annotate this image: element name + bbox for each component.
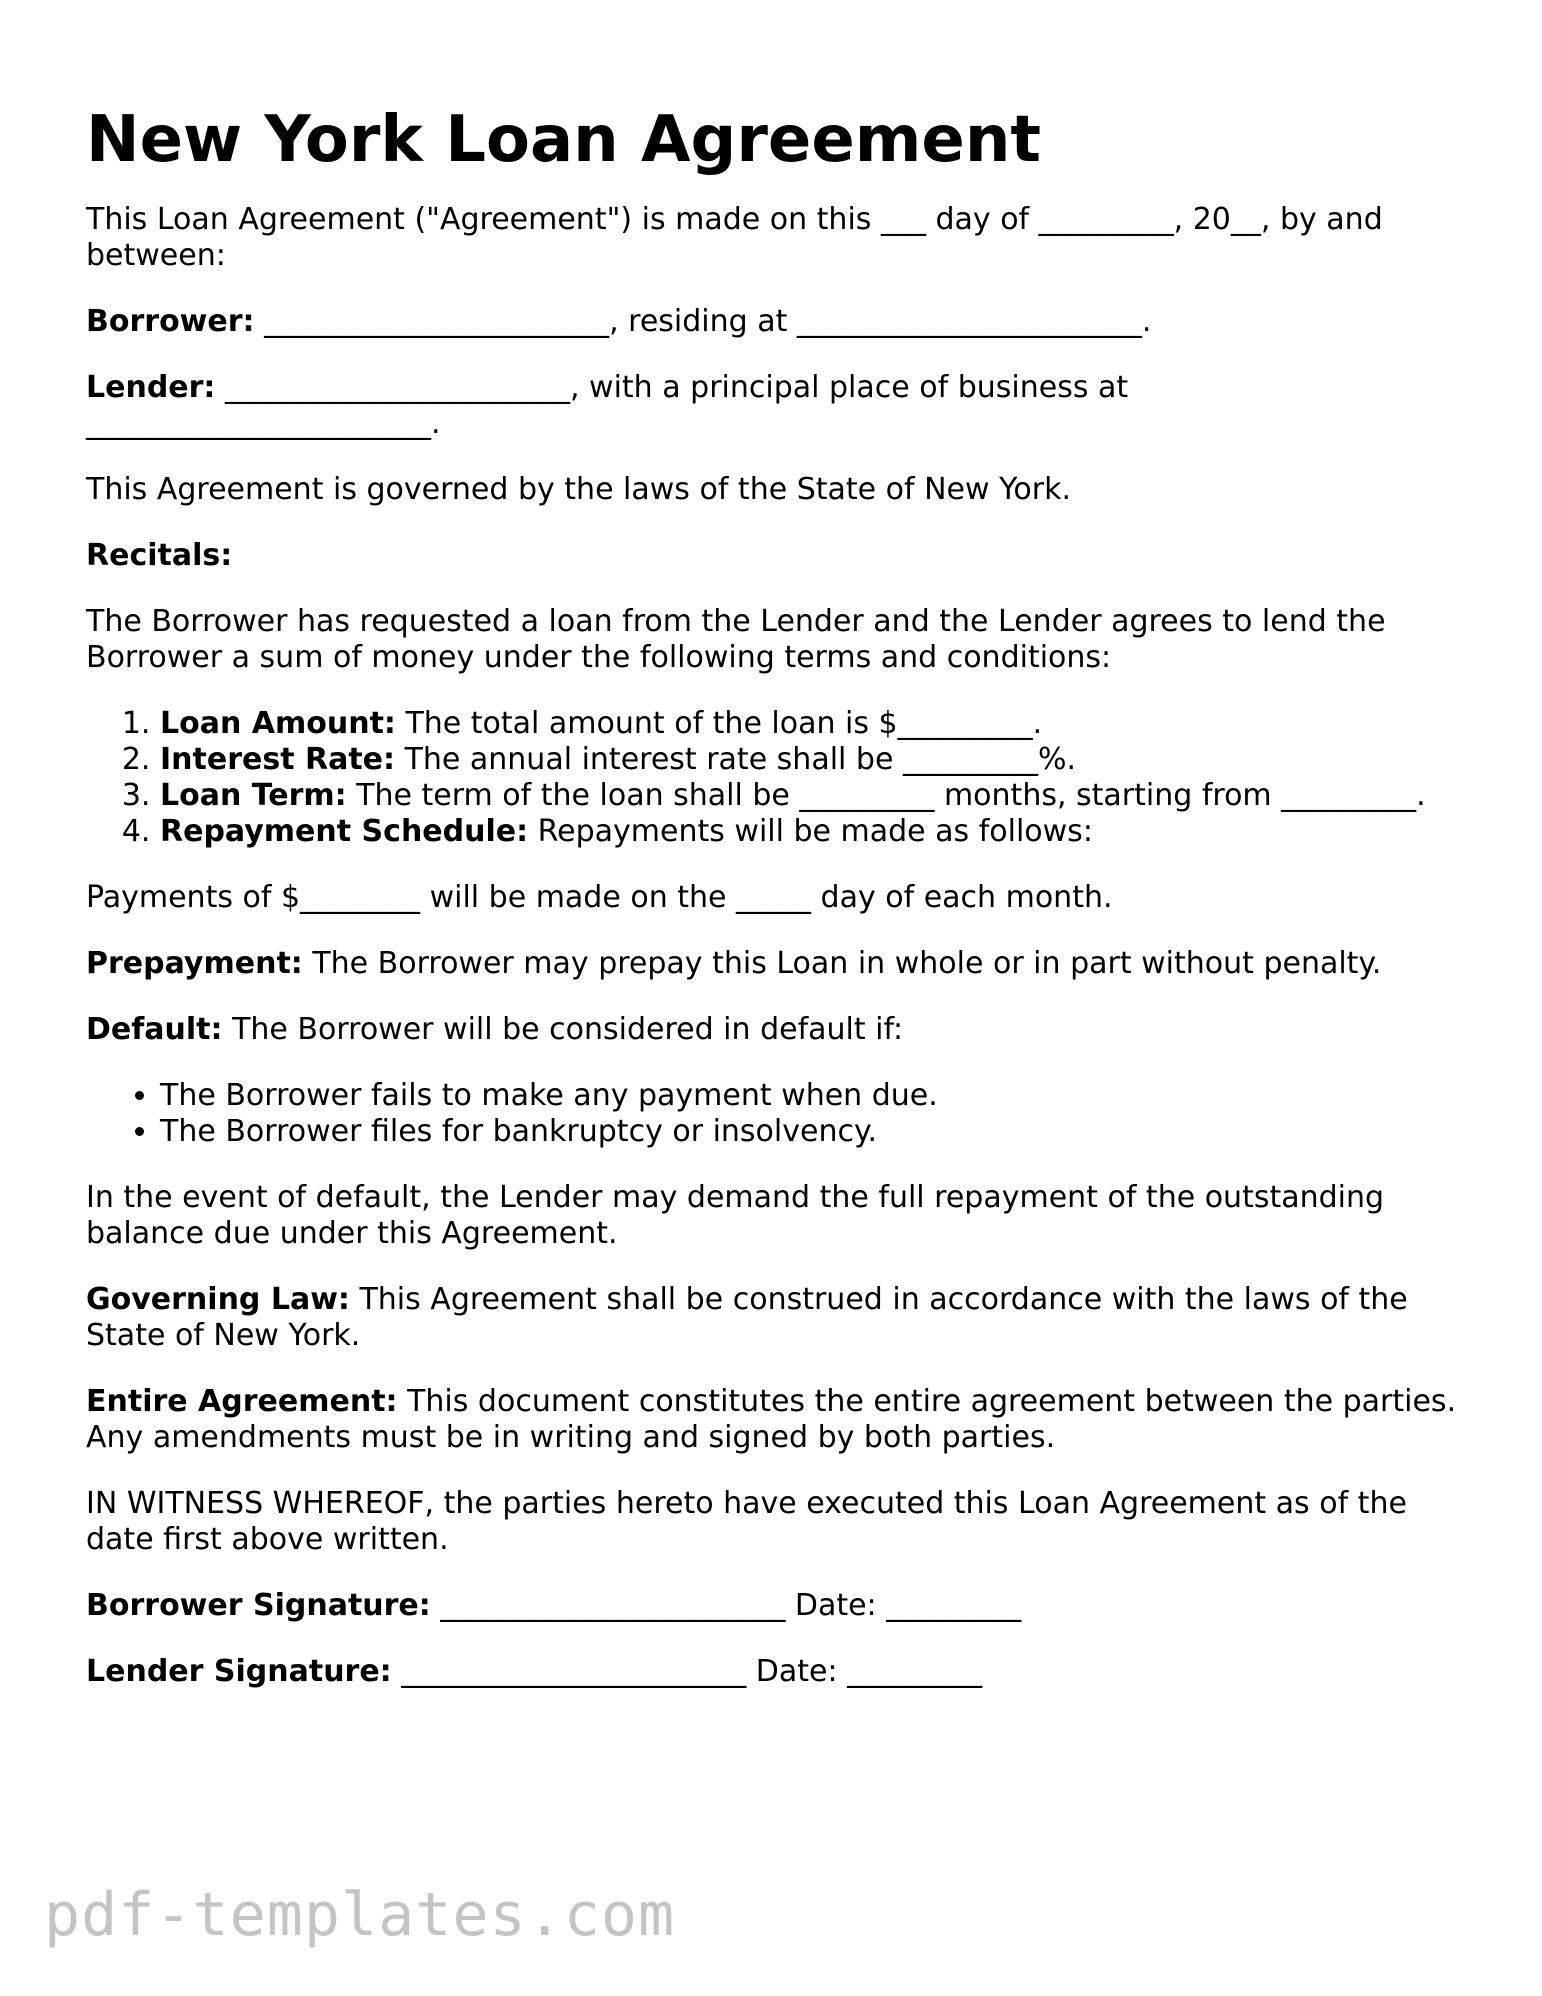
lender-text: _______________________, with a principal place of business at _______________________. bbox=[86, 370, 1129, 441]
term-item bbox=[160, 742, 1466, 778]
governed-paragraph: This Agreement is governed by the laws of the State of New York. bbox=[86, 472, 1072, 507]
borrower-signature-text: _______________________ Date: _________ bbox=[430, 1588, 1022, 1623]
term-label: Loan Amount: bbox=[160, 706, 396, 741]
document-title: New York Loan Agreement bbox=[86, 103, 1041, 177]
borrower-signature-line bbox=[86, 1588, 1466, 1624]
lender-signature-text: _______________________ Date: _________ bbox=[391, 1654, 983, 1689]
term-item bbox=[160, 778, 1466, 814]
entire-agreement-text: This document constitutes the entire agreement between the parties. Any amendments must be in writing and signed by both parties. bbox=[86, 1384, 1457, 1455]
lender-label: Lender: bbox=[86, 370, 216, 405]
entire-agreement-paragraph bbox=[86, 1384, 1466, 1456]
default-paragraph bbox=[86, 1012, 1466, 1048]
document-page bbox=[86, 100, 1466, 1720]
default-condition-item: • The Borrower fails to make any payment when due. bbox=[160, 1078, 1466, 1114]
governing-law-paragraph bbox=[86, 1282, 1466, 1354]
term-item bbox=[160, 814, 1466, 850]
prepayment-text: The Borrower may prepay this Loan in whole or in part without penalty. bbox=[302, 946, 1382, 981]
prepayment-paragraph bbox=[86, 946, 1466, 982]
default-label: Default: bbox=[86, 1012, 223, 1047]
governing-law-text: This Agreement shall be construed in accordance with the laws of the State of New York. bbox=[86, 1282, 1408, 1353]
recitals-heading bbox=[86, 538, 1466, 574]
borrower-line bbox=[86, 304, 1466, 340]
recitals-label: Recitals: bbox=[86, 538, 233, 573]
term-text: Repayments will be made as follows: bbox=[528, 814, 1093, 849]
borrower-signature-label: Borrower Signature: bbox=[86, 1588, 431, 1623]
entire-agreement-label: Entire Agreement: bbox=[86, 1384, 398, 1419]
default-condition-item: • The Borrower files for bankruptcy or insolvency. bbox=[160, 1114, 1466, 1150]
term-text: The total amount of the loan is $_________. bbox=[395, 706, 1043, 741]
prepayment-label: Prepayment: bbox=[86, 946, 303, 981]
term-text: The term of the loan shall be _________ months, starting from _________. bbox=[346, 778, 1426, 813]
term-text: The annual interest rate shall be _________%. bbox=[395, 742, 1076, 777]
intro-paragraph: This Loan Agreement ("Agreement") is made on this ___ day of _________, 20__, by and between: bbox=[86, 202, 1383, 273]
term-label: Repayment Schedule: bbox=[160, 814, 529, 849]
term-item bbox=[160, 706, 1466, 742]
recitals-paragraph: The Borrower has requested a loan from the Lender and the Lender agrees to lend the Borrower a sum of money under the following terms and conditions: bbox=[86, 604, 1386, 675]
lender-signature-label: Lender Signature: bbox=[86, 1654, 392, 1689]
watermark-text: pdf-templates.com bbox=[44, 1880, 676, 1950]
governing-law-label: Governing Law: bbox=[86, 1282, 350, 1317]
payments-paragraph: Payments of $________ will be made on the _____ day of each month. bbox=[86, 880, 1113, 915]
witness-paragraph: IN WITNESS WHEREOF, the parties hereto have executed this Loan Agreement as of the date first above written. bbox=[86, 1486, 1407, 1557]
default-event-paragraph: In the event of default, the Lender may demand the full repayment of the outstanding balance due under this Agreement. bbox=[86, 1180, 1385, 1251]
default-conditions-list bbox=[86, 1078, 1466, 1150]
borrower-text: _______________________, residing at _______________________. bbox=[254, 304, 1152, 339]
lender-signature-line bbox=[86, 1654, 1466, 1690]
term-label: Interest Rate: bbox=[160, 742, 396, 777]
terms-list bbox=[86, 706, 1466, 850]
default-text: The Borrower will be considered in default if: bbox=[222, 1012, 904, 1047]
term-label: Loan Term: bbox=[160, 778, 347, 813]
lender-line bbox=[86, 370, 1466, 442]
borrower-label: Borrower: bbox=[86, 304, 255, 339]
